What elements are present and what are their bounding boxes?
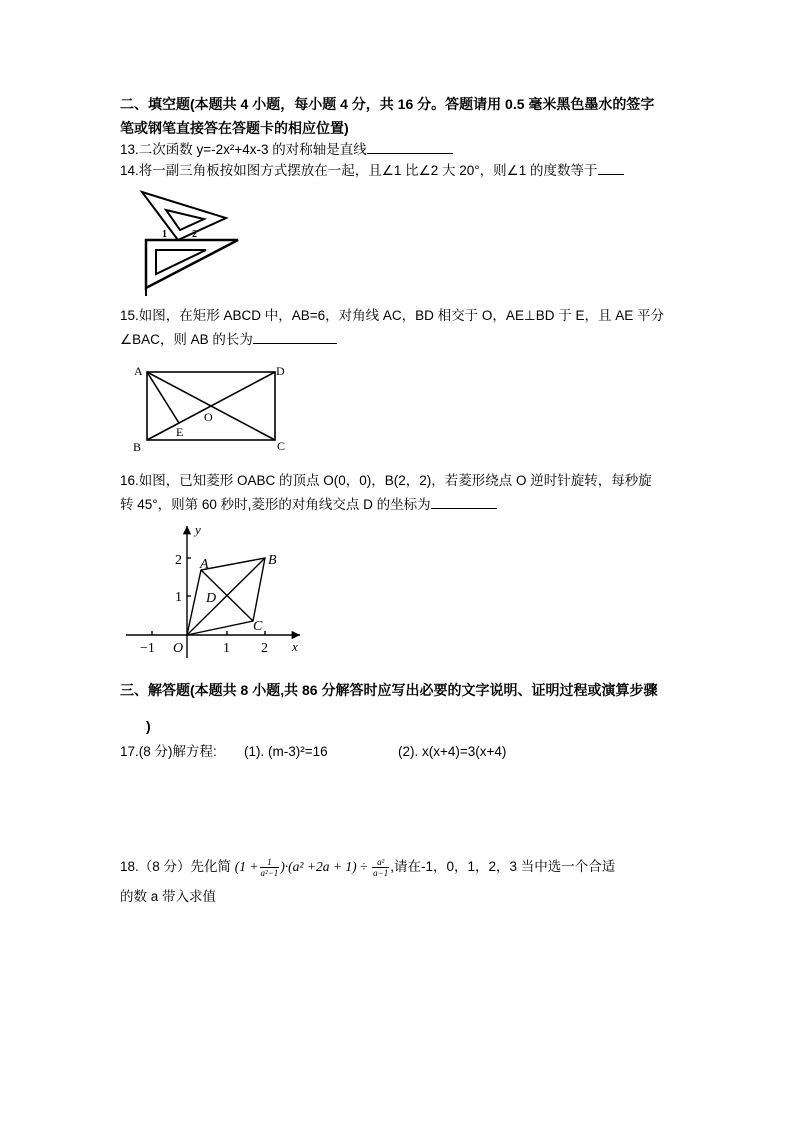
q18-frac2-den: a−1 (373, 867, 389, 878)
q16-label-d: D (206, 591, 217, 606)
q15-label-d: D (276, 364, 285, 378)
q14 (120, 160, 624, 181)
q18-expr-open: (1 + (234, 859, 259, 874)
q18-frac2-num: a² (372, 857, 389, 868)
q15-label-c: C (277, 439, 286, 453)
q18-frac1-num: 1 (260, 857, 280, 868)
lower-triangle-outer (146, 240, 238, 288)
q14-answer-blank (598, 160, 624, 175)
q16-answer-blank (431, 494, 497, 509)
q16-tick-y1: 1 (175, 590, 182, 605)
q18-frac1-den: a²−1 (260, 867, 279, 878)
q15-label-b: B (133, 440, 142, 454)
q18-fraction1 (260, 857, 280, 878)
q17-part1: (1). (m-3)²=16 (244, 744, 328, 759)
q16-label-b: B (268, 553, 277, 568)
q14-angle2-label: 2 (192, 229, 197, 240)
q16-label-x: x (292, 639, 298, 654)
q16-label-o: O (173, 641, 184, 656)
q14-text: 14.将一副三角板按如图方式摆放在一起，且∠1 比∠2 大 20°，则∠1 的度数等于 (120, 163, 598, 178)
q16-label-c: C (253, 619, 263, 634)
q17-part2: (2). x(x+4)=3(x+4) (398, 744, 507, 759)
q16-label-y: y (195, 522, 201, 537)
q16-label-a: A (200, 557, 209, 572)
q16-line1: 16.如图，已知菱形 OABC 的顶点 O(0，0)，B(2，2)，若菱形绕点 O 逆时针旋转，每秒旋 (120, 473, 652, 488)
q15-label-a: A (134, 364, 143, 378)
q18-fraction2 (372, 857, 389, 878)
q18-line1 (120, 855, 615, 879)
q13 (120, 139, 453, 160)
upper-triangle-inner (166, 210, 204, 230)
q16-tick-x1: 1 (223, 641, 230, 656)
q15-label-e: E (176, 425, 184, 439)
q13-answer-blank (367, 139, 453, 154)
q15-line1: 15.如图，在矩形 ABCD 中，AB=6，对角线 AC，BD 相交于 O，AE⊥BD 于 E，且 AE 平分 (120, 308, 664, 323)
q16-tick-xneg1: −1 (140, 641, 155, 656)
section2-heading-line2: 笔或钢笔直接答在答题卡的相应位置) (120, 120, 349, 136)
q14-angle1-label: 1 (162, 229, 167, 240)
upper-triangle-outer (142, 192, 226, 240)
q14-figure (136, 188, 246, 298)
q16-tick-x2: 2 (261, 641, 268, 656)
q18-expr-mid: )·(a² +2a + 1) ÷ (280, 859, 368, 874)
section3-heading-line1: 三、解答题(本题共 8 小题,共 86 分解答时应写出必要的文字说明、证明过程或演算步骤 (120, 682, 658, 698)
q16-line2-wrap (120, 494, 497, 515)
q15-line2: ∠BAC，则 AB 的长为 (120, 332, 253, 347)
section2-heading-line1: 二、填空题(本题共 4 小题，每小题 4 分，共 16 分。答题请用 0.5 毫米黑色墨水的签字 (120, 96, 655, 112)
q18-line2: 的数 a 带入求值 (120, 889, 217, 904)
q15-label-o: O (204, 410, 213, 424)
q18-suffix: ,请在-1，0，1，2，3 当中选一个合适 (390, 859, 616, 874)
q17-label: 17.(8 分)解方程: (120, 744, 217, 759)
q16-line2: 转 45°，则第 60 秒时,菱形的对角线交点 D 的坐标为 (120, 497, 431, 512)
q15-line2-wrap (120, 329, 337, 350)
q15-figure (128, 362, 298, 454)
section3-heading-line2: ) (146, 718, 151, 734)
q16-tick-y2: 2 (175, 553, 182, 568)
q13-text: 13.二次函数 y=-2x²+4x-3 的对称轴是直线 (120, 142, 367, 157)
q16-figure (122, 520, 312, 660)
q18-prefix: 18.（8 分）先化简 (120, 859, 232, 874)
q15-answer-blank (253, 329, 337, 344)
